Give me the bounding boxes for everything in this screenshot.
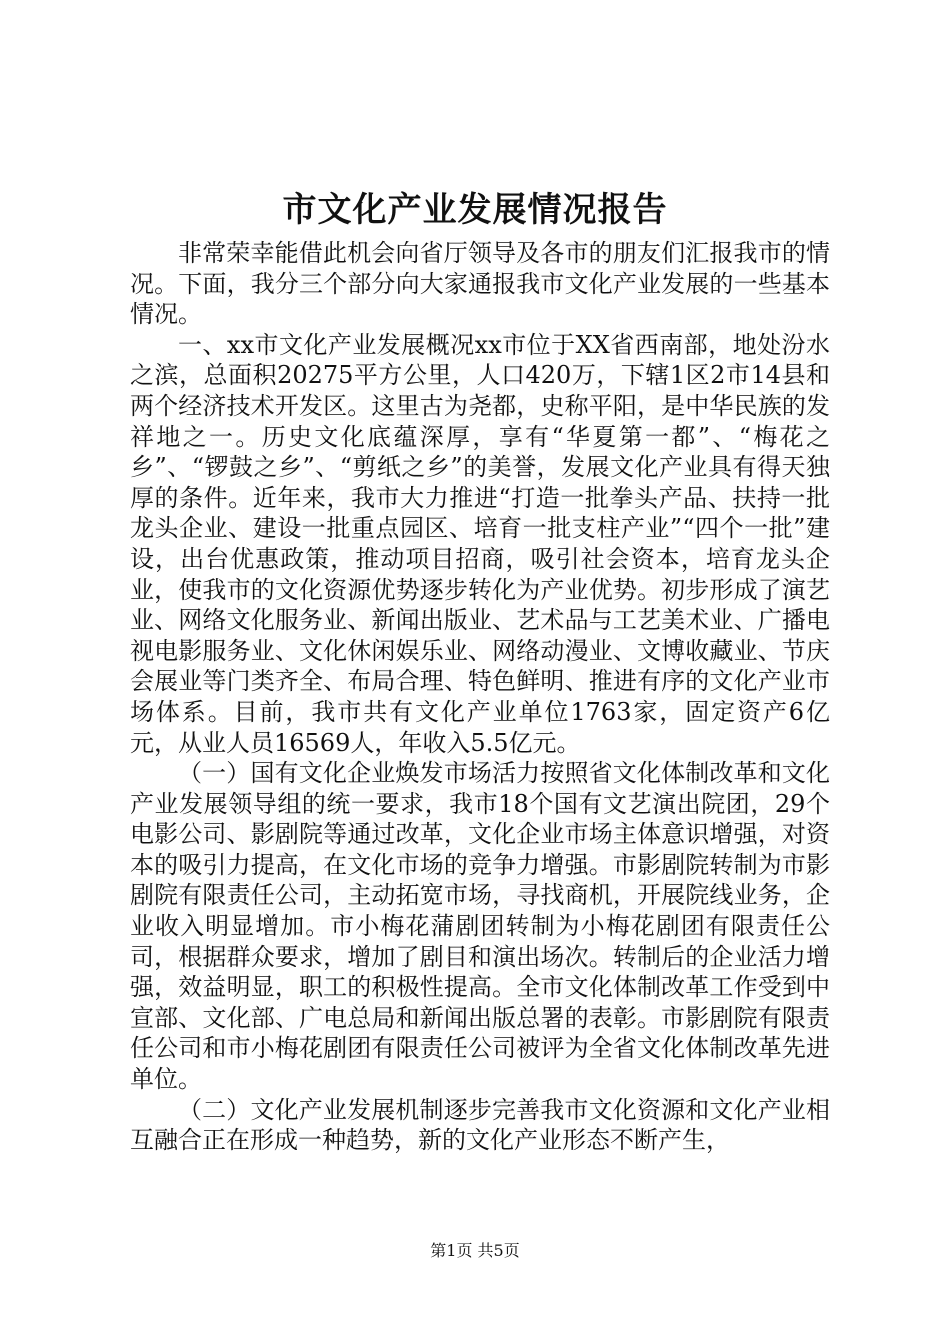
paragraph-section-2: （二）文化产业发展机制逐步完善我市文化资源和文化产业相互融合正在形成一种趋势，新的文化产业形态不断产生， (130, 1095, 830, 1155)
page-number-footer: 第1页 共5页 (430, 1241, 520, 1260)
paragraph-section-1: （一）国有文化企业焕发市场活力按照省文化体制改革和文化产业发展领导组的统一要求，我市18个国有文艺演出院团，29个电影公司、影剧院等通过改革，文化企业市场主体意识增强，对资本的吸引力提高，在文化市场的竞争力增强。市影剧院转制为市影剧院有限责任公司，主动拓宽市场，寻找商机，开展院线业务，企业收入明显增加。市小梅花蒲剧团转制为小梅花剧团有限责任公司，根据群众要求，增加了剧目和演出场次。转制后的企业活力增强，效益明显，职工的积极性提高。全市文化体制改革工作受到中宣部、文化部、广电总局和新闻出版总署的表彰。市影剧院有限责任公司和市小梅花剧团有限责任公司被评为全省文化体制改革先进单位。 (130, 759, 830, 1094)
paragraph-overview: 一、xx市文化产业发展概况xx市位于XX省西南部，地处汾水之滨，总面积20275平方公里，人口420万，下辖1区2市14县和两个经济技术开发区。这里古为尧都，史称平阳，是中华民族的发祥地之一。历史文化底蕴深厚，享有“华夏第一都”、“梅花之乡”、“锣鼓之乡”、“剪纸之乡”的美誉，发展文化产业具有得天独厚的条件。近年来，我市大力推进“打造一批拳头产品、扶持一批龙头企业、建设一批重点园区、培育一批支柱产业”“四个一批”建设，出台优惠政策，推动项目招商，吸引社会资本，培育龙头企业，使我市的文化资源优势逐步转化为产业优势。初步形成了演艺业、网络文化服务业、新闻出版业、艺术品与工艺美术业、广播电视电影服务业、文化休闲娱乐业、网络动漫业、文博收藏业、节庆会展业等门类齐全、布局合理、特色鲜明、推进有序的文化产业市场体系。目前，我市共有文化产业单位1763家，固定资产6亿元，从业人员16569人，年收入5.5亿元。 (130, 330, 830, 757)
document-title: 市文化产业发展情况报告 (282, 190, 668, 230)
paragraph-intro: 非常荣幸能借此机会向省厅领导及各市的朋友们汇报我市的情况。下面，我分三个部分向大家通报我市文化产业发展的一些基本情况。 (130, 239, 830, 329)
document-body (130, 238, 830, 1156)
